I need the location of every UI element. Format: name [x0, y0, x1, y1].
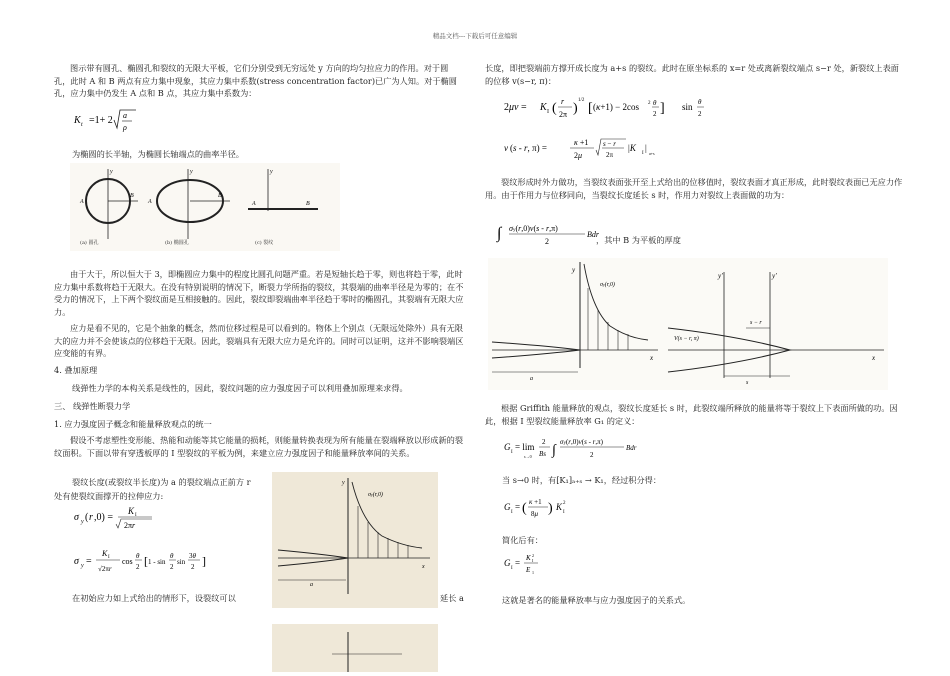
svg-text:2: 2: [698, 110, 702, 118]
svg-text:G: G: [504, 558, 511, 568]
svg-text:]: ]: [202, 554, 206, 568]
svg-text:(s - r, π) =: (s - r, π) =: [510, 143, 547, 153]
svg-text:(: (: [85, 512, 89, 523]
svg-text:=: =: [515, 502, 521, 512]
svg-text:x: x: [872, 354, 876, 362]
paragraph-simplified: 简化后有：: [502, 535, 543, 545]
svg-text:σy(r,0)v(s - r,π): σy(r,0)v(s - r,π): [509, 224, 558, 233]
paragraph-new-crack: 长度，即把裂端前方撑开成长度为 a+s 的裂纹。此时在原坐标系的 x=r 处或离新裂纹端点 s−r 处，新裂纹上表面的位移 v(s−r, π)：: [485, 63, 899, 86]
paragraph-griffith: 根据 Griffith 能量释放的观点，裂纹长度延长 s 时，此裂纹端所释放的能量将等于裂纹上下表面所做的功。因此，根据 I 型裂纹能量释放率 G₁ 的定义：: [485, 403, 898, 426]
svg-text:s − r: s − r: [750, 320, 762, 326]
paragraph-ellipse-note: 为椭圆的长半轴，为椭圆长轴端点的曲率半径。: [72, 149, 244, 159]
svg-text:∫: ∫: [552, 443, 556, 458]
svg-text:2: 2: [542, 438, 546, 446]
svg-text:|: |: [645, 143, 647, 153]
paragraph-displacement: 应力是看不见的，它是个抽象的概念，然而位移过程是可以看到的。物体上个别点（无限远处除外）具有无限大的应力并不会使该点的位移趋于无限。因此，裂端具有无限大应力是允许的。同时可以证明，这并不影响裂端区应变能的有界。: [54, 323, 464, 359]
svg-text:r: r: [89, 512, 93, 523]
paragraph-energy: 假设不考虑塑性变形能、热能和动能等其它能量的损耗，则能量转换表现为所有能量在裂端释放以形成新的裂纹面积。下面以带有穿透板厚的 I 型裂纹的平板为例，来建立应力强度因子和能量释放率间的关系。: [54, 435, 464, 458]
svg-text:a: a: [530, 376, 533, 382]
svg-text:B: B: [306, 201, 310, 207]
paragraph-limit: 当 s→0 时，有[K₁]ₐ₊ₛ → K₁，经过积分得：: [502, 475, 662, 485]
svg-text:1 - sin: 1 - sin: [148, 558, 166, 566]
figure-holes-crack: [70, 163, 340, 255]
svg-text:s: s: [746, 380, 749, 386]
svg-text:V(s − r, π): V(s − r, π): [674, 336, 699, 342]
svg-text:A: A: [80, 199, 84, 205]
svg-text:K: K: [556, 502, 563, 512]
svg-text:cos: cos: [122, 557, 133, 566]
fig-label-c: (c) 裂纹: [255, 240, 274, 246]
formula-work-integral: [495, 218, 605, 252]
section-lefm: 三、 线弹性断裂力学: [54, 401, 131, 411]
svg-text:σ: σ: [74, 512, 79, 523]
svg-text:I: I: [135, 513, 137, 518]
svg-text:I: I: [108, 555, 110, 560]
section-superposition: 4. 叠加原理: [54, 365, 98, 375]
svg-text:2π: 2π: [606, 151, 614, 159]
fig-label-b: (b) 椭圆孔: [165, 240, 189, 246]
svg-text:σy(r,0): σy(r,0): [368, 492, 383, 498]
svg-text:2: 2: [653, 110, 657, 118]
svg-text:(: (: [552, 101, 557, 116]
svg-text:y: y: [572, 266, 576, 274]
svg-text:2πr: 2πr: [124, 521, 136, 530]
svg-text:θ: θ: [698, 98, 702, 106]
svg-text:G: G: [504, 502, 511, 512]
svg-text:θ: θ: [653, 99, 657, 107]
svg-text:I: I: [642, 151, 644, 156]
svg-text:2: 2: [191, 563, 195, 571]
formula-g-limit: [502, 432, 642, 468]
svg-text:2: 2: [590, 451, 594, 459]
svg-text:2: 2: [648, 101, 651, 106]
formula-displacement-u-sin: [682, 92, 710, 128]
svg-text:=: =: [86, 556, 92, 567]
svg-text:σy(r,0)v(s - r,π): σy(r,0)v(s - r,π): [560, 438, 604, 446]
svg-text:K: K: [74, 115, 81, 126]
svg-text:8μ: 8μ: [531, 510, 539, 518]
svg-text:2: 2: [545, 237, 549, 246]
svg-text:y: y: [81, 519, 84, 525]
svg-text:B: B: [130, 193, 134, 199]
svg-text:2π: 2π: [559, 110, 568, 119]
svg-text:K: K: [128, 506, 135, 516]
svg-text:K: K: [526, 554, 531, 562]
figure-crack-opening: [488, 258, 888, 394]
svg-text:s→0: s→0: [524, 454, 532, 459]
svg-text:2μ: 2μ: [574, 151, 583, 160]
svg-text:y: y: [81, 563, 84, 569]
figure-stress-distribution: [272, 472, 438, 612]
svg-text:y′: y′: [772, 272, 777, 280]
paragraph-work: 裂纹形成时外力做功，当裂纹表面张开至上式给出的位移值时，裂纹表面才真正形成，此时裂纹表面已无应力作用。由于作用力与位移同向，当裂纹长度延长 s 时，作用力对裂纹上表面做的功为：: [485, 177, 903, 200]
svg-text:sin: sin: [177, 558, 186, 566]
svg-text:B: B: [218, 193, 222, 199]
svg-text:y′: y′: [718, 272, 723, 280]
svg-text:2μv =: 2μv =: [504, 102, 527, 113]
svg-text:σy(r,0): σy(r,0): [600, 282, 615, 288]
svg-text:): ): [548, 501, 553, 516]
svg-text:[: [: [144, 554, 148, 568]
figure-stress-distribution-bottom: [272, 624, 438, 676]
formula-g-final: [502, 548, 562, 582]
text-thickness-note: ，其中 B 为平板的厚度: [596, 235, 681, 245]
paragraph-superposition: 线弹性力学的本构关系是线性的，因此，裂纹问题的应力强度因子可以利用叠加原理来求得。: [72, 383, 408, 393]
svg-text:]: ]: [660, 101, 665, 116]
svg-text:2: 2: [136, 563, 140, 571]
svg-text:√2πr: √2πr: [98, 565, 112, 573]
svg-text:I: I: [563, 510, 565, 515]
svg-text:σ: σ: [74, 556, 79, 567]
svg-text:K: K: [540, 102, 547, 113]
svg-text:κ +1: κ +1: [574, 138, 589, 147]
svg-text:(κ+1) − 2cos: (κ+1) − 2cos: [593, 102, 639, 112]
svg-text:x: x: [650, 354, 654, 362]
svg-text:t: t: [81, 122, 83, 128]
subsection-sif: 1. 应力强度因子概念和能量释放观点的统一: [54, 419, 212, 429]
formula-displacement-u: [502, 92, 682, 128]
page-header: 精品文档---下载后可任意编辑: [432, 32, 518, 40]
svg-text:I: I: [511, 510, 513, 515]
svg-text:= lim: = lim: [515, 442, 535, 452]
svg-text:I: I: [532, 558, 534, 563]
svg-text:I: I: [547, 109, 549, 115]
svg-text:(: (: [522, 501, 527, 516]
svg-text:2: 2: [532, 553, 534, 558]
svg-text:θ: θ: [136, 552, 140, 560]
fig-label-a: (a) 圆孔: [80, 240, 99, 246]
svg-text:s − r: s − r: [603, 140, 616, 148]
svg-text:y: y: [342, 480, 345, 486]
svg-text:E: E: [526, 566, 531, 574]
svg-text:G: G: [504, 442, 511, 452]
svg-text:): ): [573, 101, 578, 116]
paragraph-crack-length-a: [72, 476, 251, 489]
paragraph-crack-length-b: 处有使裂纹面撑开的拉伸应力:: [54, 491, 164, 501]
svg-text:Bdr: Bdr: [587, 230, 599, 239]
formula-kt: [72, 106, 162, 138]
svg-text:κ +1: κ +1: [529, 498, 542, 506]
svg-text:y: y: [270, 169, 273, 175]
svg-text:a: a: [310, 582, 313, 588]
svg-text:sin: sin: [682, 102, 693, 112]
svg-text:y: y: [190, 169, 193, 175]
svg-text:,0) =: ,0) =: [94, 512, 113, 523]
svg-text:y: y: [110, 169, 113, 175]
svg-text:2: 2: [170, 563, 174, 571]
svg-text:A: A: [252, 201, 256, 207]
paragraph-intro: 图示带有圆孔、椭圆孔和裂纹的无限大平板，它们分别受到无穷远处 y 方向的均匀拉应力的作用。对于圆孔，此时 A 和 B 两点有应力集中现象，其应力集中系数(stress concentration factor)已广为人知。对于椭圆孔，应力集中仍发生 A 点和 B 点，其应力集中系数为：: [54, 63, 457, 99]
formula-sigma-1: [72, 502, 182, 536]
formula-sigma-2: [72, 544, 212, 582]
svg-text:a: a: [123, 111, 127, 120]
svg-text:I: I: [511, 566, 513, 571]
svg-text:1/2: 1/2: [578, 98, 585, 103]
paragraph-conclusion: 这就是著名的能量释放率与应力强度因子的关系式。: [502, 595, 691, 605]
svg-text:r: r: [561, 97, 565, 106]
formula-displacement-v: [502, 133, 672, 167]
svg-text:Bs: Bs: [539, 450, 546, 458]
svg-text:ρ: ρ: [123, 123, 127, 132]
paragraph-extend-a: 在初始应力如上式给出的情形下，设裂纹可以: [72, 593, 236, 603]
svg-text:v: v: [504, 143, 508, 153]
svg-text:=: =: [515, 558, 521, 568]
paragraph-extend-b: 延长 a: [440, 593, 464, 603]
svg-text:K: K: [102, 549, 108, 558]
paragraph-crack-stress: 由于大于，所以恒大于 3，即椭圆应力集中的程度比圆孔问题严重。若是短轴长趋于零，则也将趋于零，此时应力集中系数将趋于无限大。在没有特别说明的情况下，断裂力学所指的裂纹，其裂端的曲率半径是为零的；在不受力的情况下，上下两个裂纹面是互相接触的。因此，裂纹即裂端曲率半径趋于零时的椭圆孔，其裂端有无限大应力。: [54, 269, 464, 317]
svg-text:a+s: a+s: [649, 151, 655, 156]
svg-text:2: 2: [563, 501, 566, 506]
svg-text:θ: θ: [170, 552, 174, 560]
svg-text:=1+ 2: =1+ 2: [89, 115, 113, 126]
svg-text:A: A: [148, 199, 152, 205]
svg-text:Bdr: Bdr: [626, 444, 637, 452]
svg-text:3θ: 3θ: [189, 552, 196, 560]
svg-text:[: [: [588, 101, 593, 116]
svg-text:I: I: [511, 450, 513, 455]
formula-g-kappa: [502, 492, 582, 526]
svg-text:x: x: [422, 564, 425, 570]
svg-text:|K: |K: [628, 143, 636, 153]
text-crack-length: 裂纹长度(或裂纹半长度)为 a 的裂纹端点正前方 r: [72, 477, 251, 487]
svg-text:1: 1: [532, 570, 534, 575]
svg-text:∫: ∫: [497, 225, 502, 242]
